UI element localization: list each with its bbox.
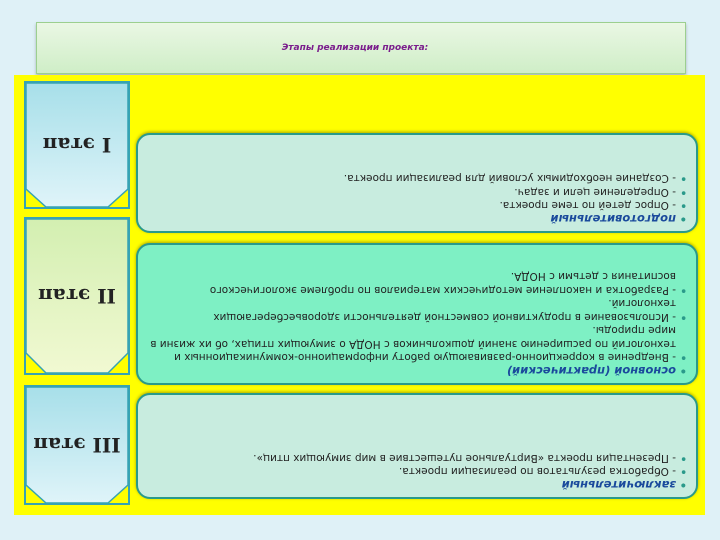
stage-1-heading: • подготовительный (150, 212, 676, 226)
stage-2-item-1: • - Внедрение в коррекционно-развивающую работу информационно-коммуникационных и технологий по расширению знаний дошкольников с НОДА о зимующих птицах, об их жизни в мире природы. (150, 323, 676, 364)
slide-title: Этапы реализации проекта: (281, 43, 429, 53)
stage-1-item-2: • - Определение цели и задач. (150, 185, 676, 199)
stage-card-3 (136, 393, 698, 499)
title-bar (36, 22, 686, 74)
stage-2-item-3: • - Разработка и накопление методических материалов по проблеме экологического воспитания с детьми с НОДА. (150, 269, 676, 296)
stages-board (14, 75, 705, 515)
stages-flipped-panel (14, 75, 705, 515)
stage-1-item-1: • - Опрос детей по теме проекта. (150, 198, 676, 212)
stage-1-label: I этап (42, 133, 112, 157)
stage-2-item-2: • - Использование в продуктивной совместной деятельности здоровьесберегающих технологий. (150, 296, 676, 323)
stage-card-2 (136, 243, 698, 385)
stage-2-heading: • основной (практический) (150, 364, 676, 378)
stage-1-item-3: • - Создание необходимых условий для реализации проекта. (150, 171, 676, 185)
stage-3-label: III этап (33, 433, 121, 457)
stage-badge-3 (24, 385, 130, 505)
stage-3-item-2: • - Презентация проекта «Виртуальное путешествие в мир зимующих птиц». (150, 451, 676, 465)
stage-badge-2 (24, 217, 130, 375)
stage-badge-1 (24, 81, 130, 209)
stage-card-1 (136, 133, 698, 233)
stage-3-heading: • заключительный (150, 478, 676, 492)
stage-2-label: II этап (38, 284, 116, 308)
stage-3-item-1: • - Обработка результатов по реализации проекта. (150, 464, 676, 478)
